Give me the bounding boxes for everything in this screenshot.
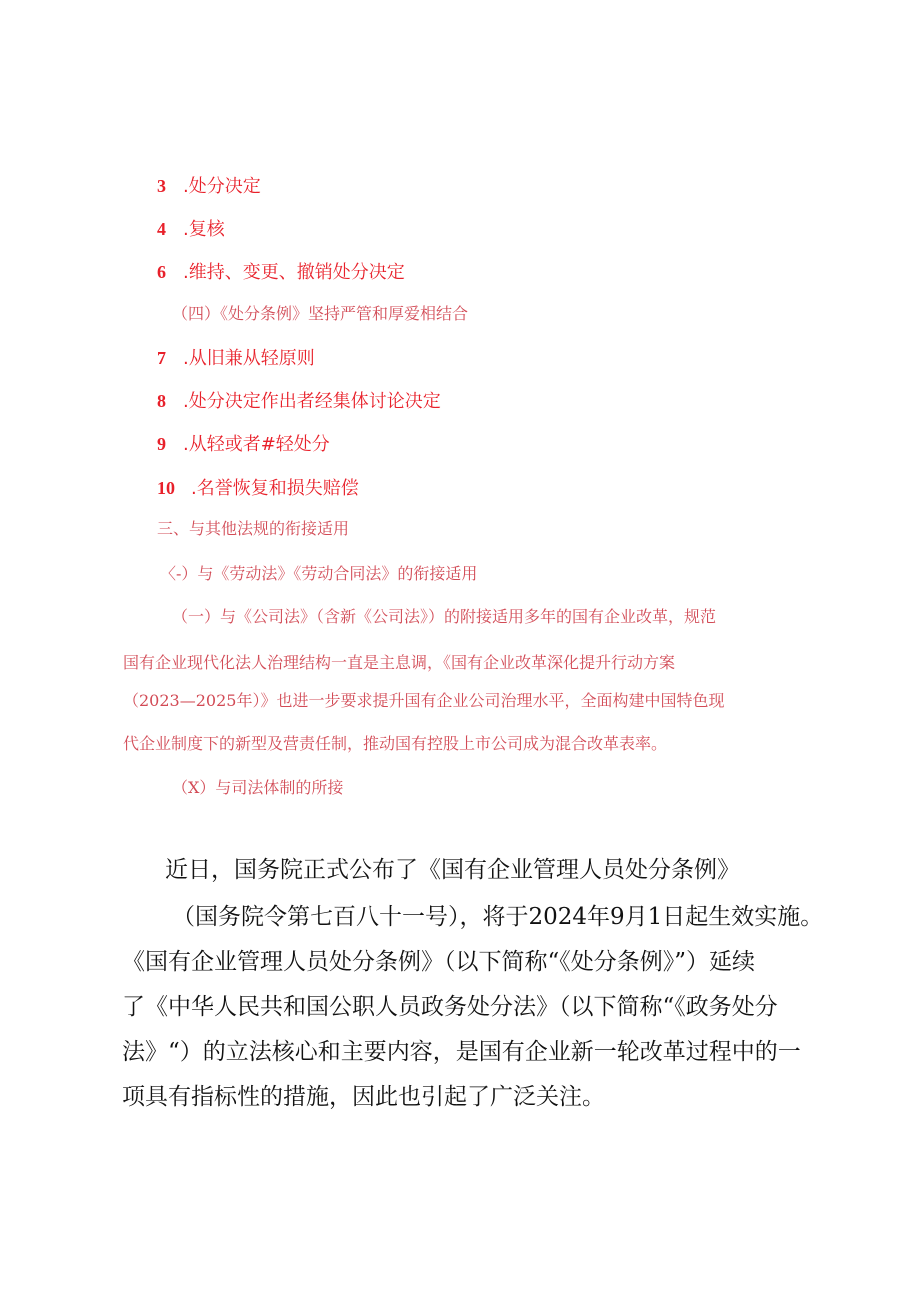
list-item xyxy=(157,347,315,370)
list-item-number: 7 xyxy=(157,348,166,368)
list-item-text: .复核 xyxy=(183,219,225,240)
list-item-number: 6 xyxy=(157,262,166,282)
subheading-judicial: （X）与司法体制的所接 xyxy=(172,778,344,797)
list-item-number: 3 xyxy=(157,176,166,196)
subheading-labor: 〈-）与《劳动法》《劳动合同法》的衔接适用 xyxy=(160,564,478,583)
paragraph-intro-line-3: 《国有企业管理人员处分条例》（以下简称“《处分条例》”）延续 xyxy=(122,949,756,975)
list-item xyxy=(157,477,359,500)
paragraph-company-line-2: 国有企业现代化法人治理结构一直是主息调，《国有企业改革深化提升行动方案 xyxy=(123,653,676,672)
paragraph-company-line-1: （一）与《公司法》（含新《公司法》）的附接适用多年的国有企业改革，规范 xyxy=(172,607,717,626)
list-item-number: 9 xyxy=(157,434,166,454)
list-item xyxy=(157,433,330,456)
paragraph-company-line-4: 代企业制度下的新型及营责任制，推动国有控股上市公司成为混合改革表率。 xyxy=(123,734,668,753)
list-item-text: .从轻或者#轻处分 xyxy=(183,434,330,455)
list-item-text: .维持、变更、撤销处分决定 xyxy=(183,262,405,283)
list-item xyxy=(157,218,225,241)
list-item-text: .处分决定作出者经集体讨论决定 xyxy=(183,391,441,412)
list-item xyxy=(157,175,261,198)
list-item-text: .名誉恢复和损失赔偿 xyxy=(191,478,359,499)
paragraph-intro-line-4: 了《中华人民共和国公职人员政务处分法》（以下简称“《政务处分 xyxy=(122,994,778,1020)
list-item-text: .处分决定 xyxy=(183,176,261,197)
paragraph-intro-line-2: （国务院令第七百八十一号），将于2024年9月1日起生效实施。 xyxy=(172,904,824,930)
list-item xyxy=(157,390,441,413)
paragraph-intro-line-6: 项具有指标性的措施，因此也引起了广泛关注。 xyxy=(122,1084,605,1110)
paragraph-intro-line-1: 近日，国务院正式公布了《国有企业管理人员处分条例》 xyxy=(165,857,740,883)
list-item-number: 4 xyxy=(157,219,166,239)
list-item-text: .从旧兼从轻原则 xyxy=(183,348,315,369)
list-item-number: 10 xyxy=(157,478,175,498)
subheading-four: （四）《处分条例》坚持严管和厚爱相结合 xyxy=(172,304,469,323)
list-item-number: 8 xyxy=(157,391,166,411)
paragraph-company-line-3: （2023—2025年）》也进一步要求提升国有企业公司治理水平，全面构建中国特色现 xyxy=(123,691,725,710)
list-item xyxy=(157,261,405,284)
paragraph-intro-line-5: 法》“）的立法核心和主要内容，是国有企业新一轮改革过程中的一 xyxy=(122,1039,801,1065)
section-heading-three: 三、与其他法规的衔接适用 xyxy=(157,519,350,538)
